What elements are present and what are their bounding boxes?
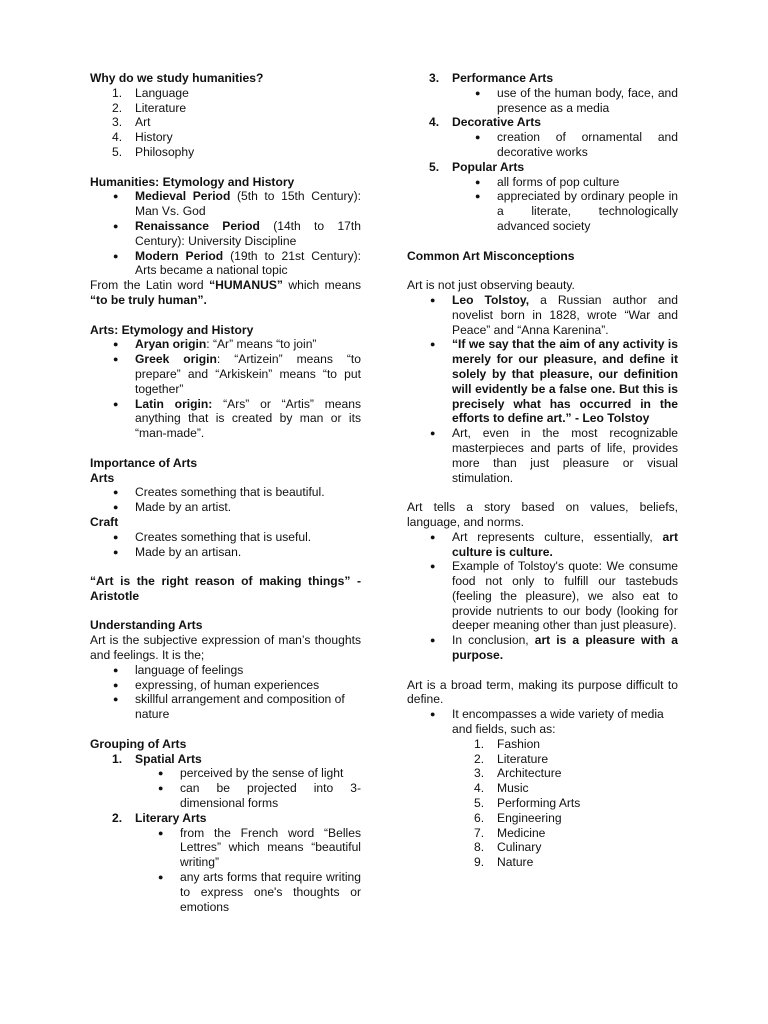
importance-heading: Importance of Arts [90, 455, 198, 470]
list-item: ● Modern Period (19th to 21st Century): Arts became a national topic [113, 248, 361, 278]
list-item: ● can be projected into 3-dimensional forms [158, 781, 361, 811]
list-item: ● Made by an artisan. [113, 544, 242, 559]
list-item: ● skillful arrangement and composition of nature [113, 692, 345, 722]
list-item: 5. Philosophy [112, 144, 195, 159]
left-column [90, 71, 361, 914]
list-item: ● from the French word “Belles Lettres” which means “beautiful writing” [158, 825, 361, 870]
list-item: 2. Literature [474, 751, 549, 766]
list-item: ● Renaissance Period (14th to 17th Century): University Discipline [113, 218, 361, 248]
list-item: ● Aryan origin: “Ar” means “to join” [113, 337, 317, 352]
list-item: ● perceived by the sense of light [158, 766, 344, 781]
list-item: 6. Engineering [474, 810, 562, 825]
list-item: ● any arts forms that require writing to express one's thoughts or emotions [158, 870, 361, 914]
list-item: ● Creates something that is useful. [113, 529, 312, 544]
list-item: 4. History [112, 130, 173, 145]
list-item: 1. Language [112, 85, 189, 100]
list-item: 1. Spatial Arts [112, 751, 202, 766]
craft-label: Craft [90, 514, 119, 529]
right-column [407, 71, 678, 870]
list-item: 4. Music [474, 781, 529, 796]
list-item: ● In conclusion, art is a pleasure with a purpose. [430, 633, 678, 663]
list-item: 2. Literature [112, 100, 187, 115]
arts-etymology-heading: Arts: Etymology and History [90, 322, 254, 337]
list-item: ● Medieval Period (5th to 15th Century): Man Vs. God [113, 189, 361, 219]
list-item: 9. Nature [474, 855, 534, 870]
list-item: ● Made by an artist. [113, 500, 232, 515]
list-item: 2. Literary Arts [112, 810, 207, 825]
list-item: ● “If we say that the aim of any activity is merely for our pleasure, and define it solely by that pleasure, our definition will evidently be a false one. But this is precisely what has occurred in the efforts to define art.” - Leo Tolstoy [430, 337, 678, 426]
list-item: 7. Medicine [474, 825, 546, 840]
broad-term-text: Art is a broad term, making its purpose difficult to define. [407, 677, 678, 707]
understanding-text: Art is the subjective expression of man’s thoughts and feelings. It is the; [90, 633, 361, 663]
aristotle-quote: “Art is the right reason of making things” - Aristotle [90, 574, 361, 603]
list-item: ● appreciated by ordinary people in a literate, technologically advanced society [475, 189, 678, 233]
list-item: ● creation of ornamental and decorative works [475, 130, 678, 159]
list-item: ● Greek origin: “Artizein” means “to prepare” and “Arkiskein” means “to put together” [113, 352, 361, 396]
why-heading: Why do we study humanities? [90, 71, 264, 85]
list-item: ● Latin origin: “Ars” or “Artis” means anything that is created by man or its “man-made”. [113, 396, 361, 441]
list-item: ● Art represents culture, essentially, art culture is culture. [430, 529, 678, 559]
list-item: ● Creates something that is beautiful. [113, 485, 325, 500]
list-item: ● expressing, of human experiences [113, 677, 320, 692]
grouping-heading: Grouping of Arts [90, 736, 187, 751]
arts-label: Arts [90, 470, 115, 485]
list-item: 3. Architecture [474, 766, 562, 781]
humanities-etymology-heading: Humanities: Etymology and History [90, 174, 295, 189]
encompass-continuation: and fields, such as: [452, 722, 556, 737]
list-item: 3. Art [112, 115, 151, 130]
list-item: 5. Popular Arts [429, 159, 525, 174]
misconceptions-heading: Common Art Misconceptions [407, 248, 575, 263]
list-item: 4. Decorative Arts [429, 115, 541, 130]
not-beauty-text: Art is not just observing beauty. [407, 278, 575, 293]
list-item: ● Example of Tolstoy's quote: We consume food not only to fulfill our tastebuds (feeling the pleasure), we also eat to provide nutrients to our body (looking for deeper meaning other than just pleasure). [430, 559, 678, 633]
list-item: ● all forms of pop culture [475, 174, 620, 189]
list-item: ● Art, even in the most recognizable masterpieces and parts of life, provides more than just pleasure or visual stimulation. [430, 426, 678, 485]
story-text: Art tells a story based on values, beliefs, language, and norms. [407, 500, 678, 529]
latin-word-paragraph: From the Latin word “HUMANUS” which means “to be truly human”. [90, 278, 361, 307]
understanding-heading: Understanding Arts [90, 618, 203, 633]
list-item: 1. Fashion [474, 736, 541, 751]
list-item: 5. Performing Arts [474, 796, 581, 811]
list-item: ● Leo Tolstoy, a Russian author and novelist born in 1828, wrote “War and Peace” and “Anna Karenina”. [430, 292, 678, 337]
list-item: ● language of feelings [113, 662, 244, 677]
list-item: 3. Performance Arts [429, 71, 554, 85]
list-item: ● It encompasses a wide variety of media [430, 707, 664, 722]
list-item: ● use of the human body, face, and presence as a media [475, 85, 678, 115]
list-item: 8. Culinary [474, 840, 542, 855]
